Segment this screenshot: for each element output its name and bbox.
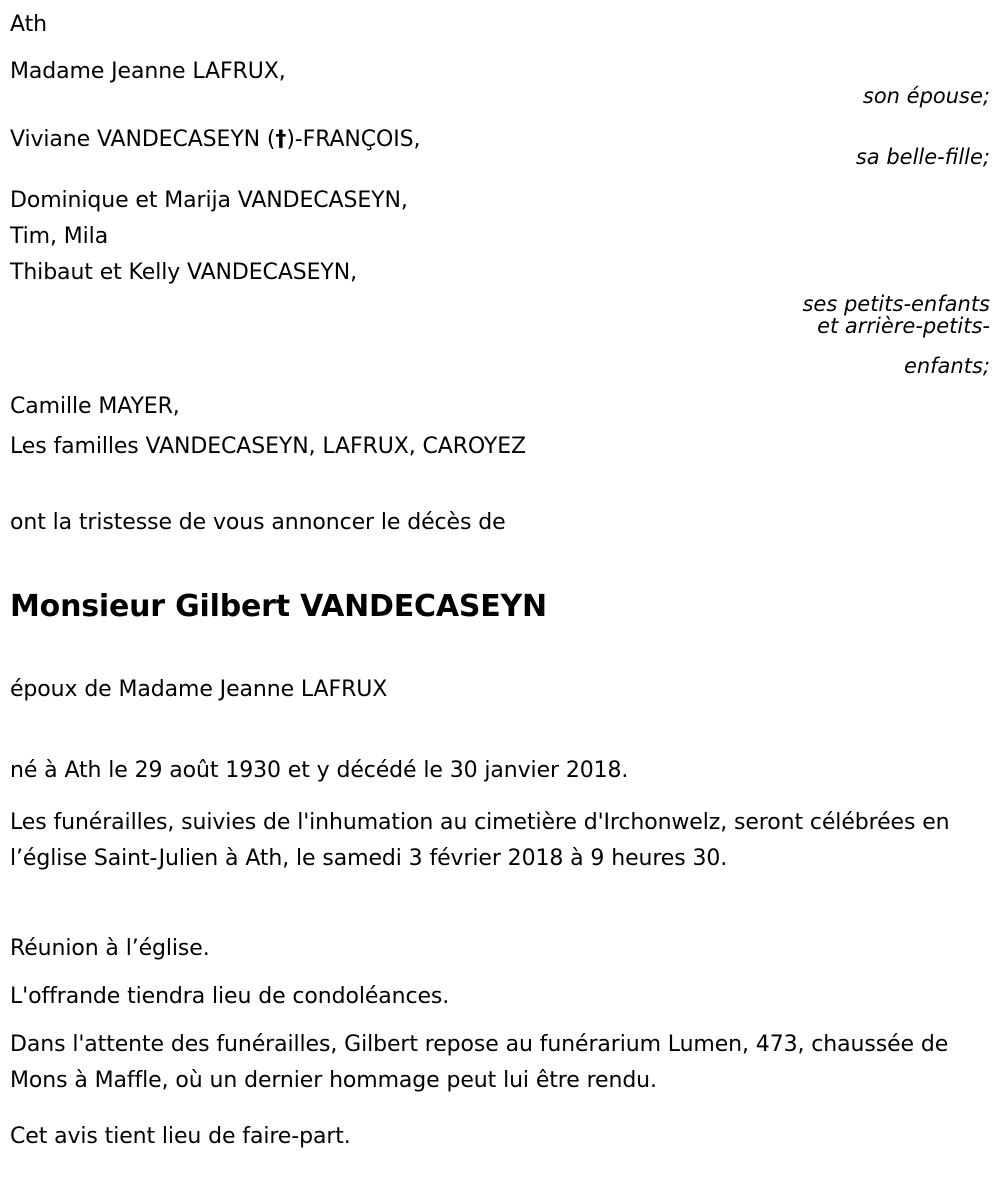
city-line: Ath [10, 12, 47, 37]
closing-line: Cet avis tient lieu de faire-part. [10, 1124, 351, 1149]
grandchild-line-3: Thibaut et Kelly VANDECASEYN, [10, 260, 358, 285]
birth-death-line: né à Ath le 29 août 1930 et y décédé le 30 janvier 2018. [10, 758, 629, 783]
survivor-name-spouse: Madame Jeanne LAFRUX, [10, 59, 286, 84]
dagger-icon: † [275, 127, 287, 152]
relation-label-spouse: son épouse; [862, 84, 990, 108]
relation-label-grandchildren-line-3: enfants; [903, 354, 990, 378]
grandchild-line-1: Dominique et Marija VANDECASEYN, [10, 188, 408, 213]
gathering-line: Réunion à l’église. [10, 936, 210, 961]
grandchild-line-2: Tim, Mila [10, 224, 109, 249]
relation-label-grandchildren-line-2: et arrière-petits- [817, 314, 990, 338]
deceased-name: Monsieur Gilbert VANDECASEYN [10, 589, 547, 624]
survivor-name-daughter-in-law: Viviane VANDECASEYN (†)-FRANÇOIS, [10, 127, 421, 152]
other-survivor-line-1: Camille MAYER, [10, 394, 180, 419]
relation-label-grandchildren-line-1: ses petits-enfants [802, 292, 990, 316]
funerarium-paragraph: Dans l'attente des funérailles, Gilbert repose au funérarium Lumen, 473, chaussée de Mons à Maffle, où un dernier hommage peut lui être rendu. [10, 1032, 949, 1093]
funeral-details-paragraph: Les funérailles, suivies de l'inhumation au cimetière d'Irchonwelz, seront célébrées en l’église Saint-Julien à Ath, le samedi 3 février 2018 à 9 heures 30. [10, 810, 950, 871]
offering-line: L'offrande tiendra lieu de condoléances. [10, 984, 450, 1009]
other-survivor-line-2: Les familles VANDECASEYN, LAFRUX, CAROYEZ [10, 434, 527, 459]
announcement-intro: ont la tristesse de vous annoncer le décès de [10, 510, 506, 535]
spouse-of-line: époux de Madame Jeanne LAFRUX [10, 677, 388, 702]
relation-label-daughter-in-law: sa belle-fille; [855, 145, 990, 169]
